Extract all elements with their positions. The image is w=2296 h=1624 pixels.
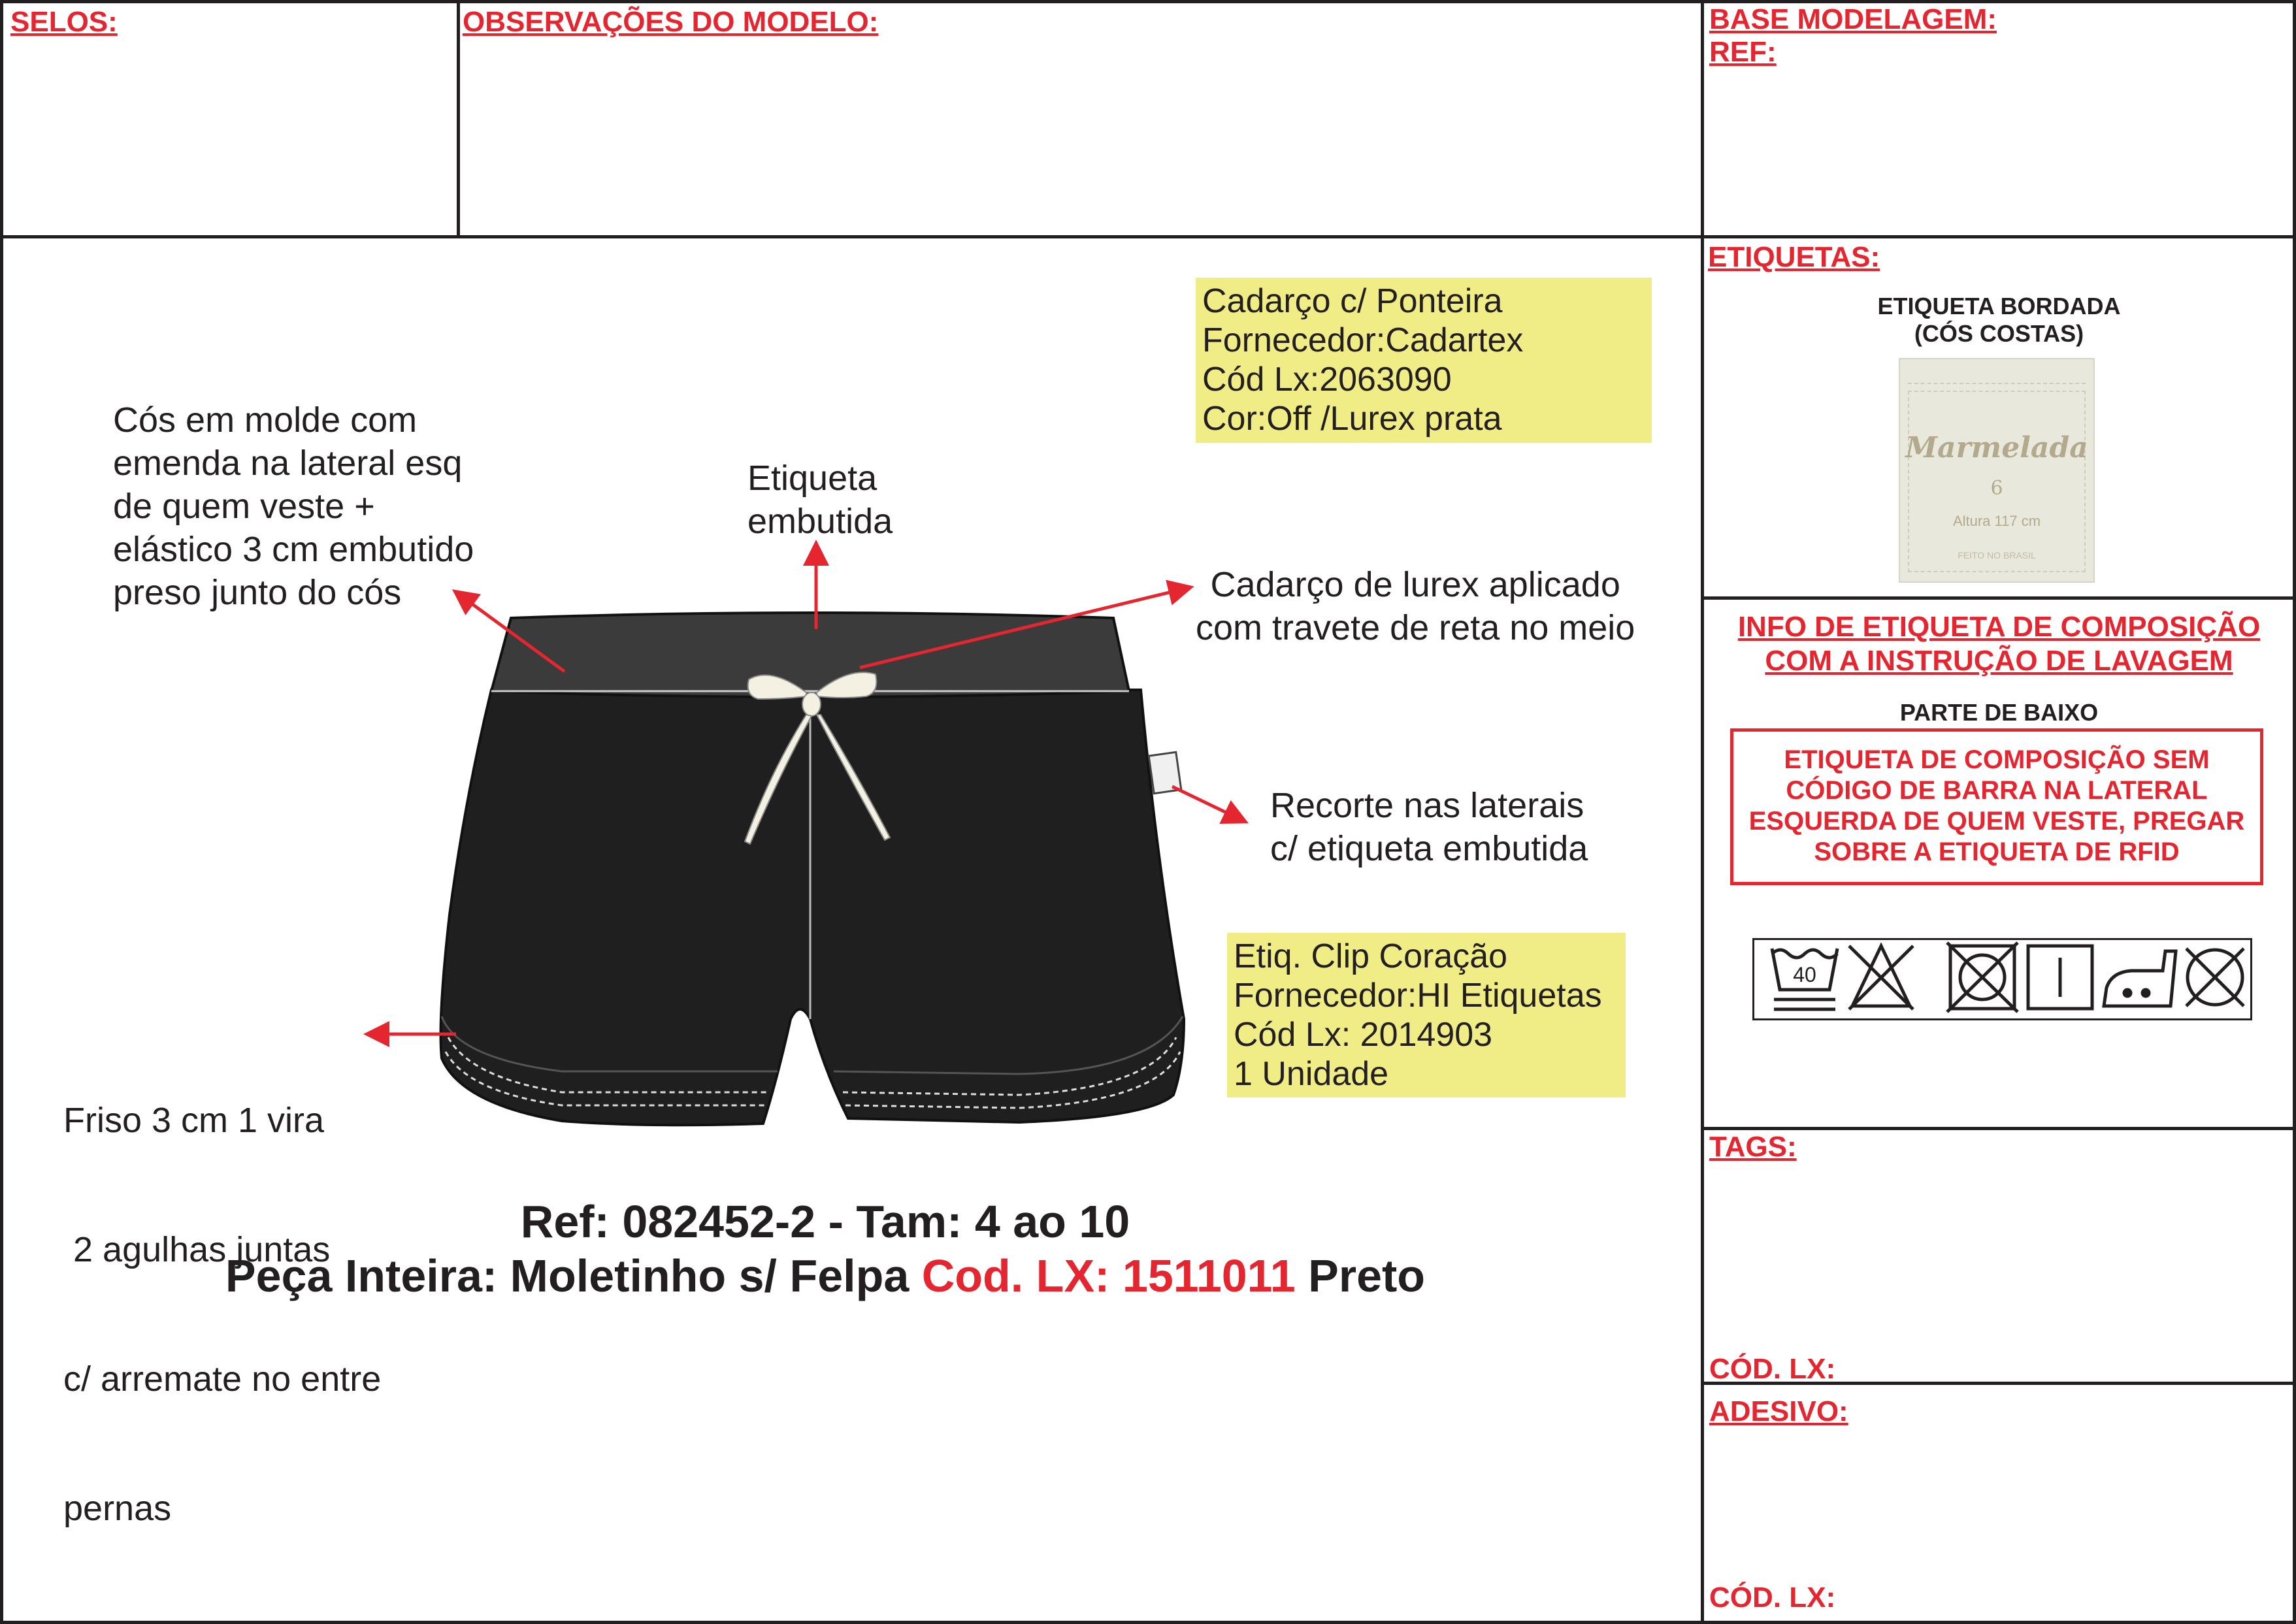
- note-etiqueta-embutida: [747, 457, 893, 543]
- cadarco-info-line: Fornecedor:Cadartex: [1202, 321, 1524, 359]
- info-header-line2: COM A INSTRUÇÃO DE LAVAGEM: [1765, 645, 2233, 677]
- border-bottom: [0, 1621, 2296, 1624]
- clip-info-box: [1227, 933, 1626, 1097]
- border-right: [2293, 0, 2296, 1624]
- note-line: Cós em molde com: [113, 400, 418, 440]
- observacoes-header: OBSERVAÇÕES DO MODELO:: [463, 6, 879, 38]
- note-line: pernas: [63, 1489, 172, 1528]
- selos-divider: [457, 0, 460, 236]
- note-line: elástico 3 cm embutido: [113, 530, 474, 569]
- border-left: [0, 0, 3, 1624]
- shorts-body: [441, 690, 1185, 1125]
- cadarco-info-line: Cor:Off /Lurex prata: [1202, 400, 1502, 438]
- cadarco-info-box: [1196, 278, 1652, 443]
- fabric-code: Cod. LX: 1511011: [921, 1250, 1296, 1301]
- composition-line: SOBRE A ETIQUETA DE RFID: [1814, 837, 2180, 866]
- drawstring: [745, 672, 890, 844]
- hem-seam-left: [448, 1037, 770, 1092]
- label-made-in: FEITO NO BRASIL: [1958, 550, 2036, 560]
- info-header-line1: INFO DE ETIQUETA DE COMPOSIÇÃO: [1737, 611, 2261, 643]
- header-divider: [0, 235, 2296, 238]
- cadarco-info-line: Cód Lx:2063090: [1202, 361, 1452, 398]
- selos-header: SELOS:: [10, 6, 118, 38]
- note-line: 2 agulhas juntas: [63, 1230, 331, 1269]
- hem-seam-left-2: [446, 1052, 766, 1105]
- hem-seam-right: [843, 1037, 1176, 1095]
- hem-seam-right-2: [845, 1052, 1180, 1108]
- clip-info-line: Cód Lx: 2014903: [1234, 1016, 1493, 1054]
- note-line: Etiqueta: [747, 459, 877, 498]
- note-line: com travete de reta no meio: [1196, 608, 1635, 647]
- note-line: c/ etiqueta embutida: [1270, 829, 1588, 868]
- tags-cod-lx: CÓD. LX:: [1709, 1353, 1836, 1385]
- clip-info-line: 1 Unidade: [1234, 1055, 1389, 1093]
- label-title-line1: ETIQUETA BORDADA: [1877, 293, 2121, 319]
- composition-line: ESQUERDA DE QUEM VESTE, PREGAR: [1748, 807, 2245, 836]
- base-modelagem-header: BASE MODELAGEM:: [1709, 3, 1997, 35]
- etiquetas-header: ETIQUETAS:: [1708, 241, 1880, 273]
- label-title-line2: (CÓS COSTAS): [1914, 320, 2084, 347]
- composition-instruction-box: [1730, 728, 2263, 885]
- note-cadarco-lurex: [1196, 563, 1635, 649]
- ref-line-1: Ref: 082452-2 - Tam: 4 ao 10: [520, 1196, 1130, 1247]
- note-line: preso junto do cós: [113, 573, 402, 612]
- note-line: c/ arremate no entre: [63, 1359, 382, 1399]
- woven-label: [1899, 358, 2095, 583]
- note-recorte: [1270, 784, 1588, 870]
- cadarco-info-line: Cadarço c/ Ponteira: [1202, 282, 1503, 320]
- composition-line: ETIQUETA DE COMPOSIÇÃO SEM: [1784, 745, 2210, 774]
- note-line: de quem veste +: [113, 487, 375, 526]
- arrow-recorte: [1172, 787, 1243, 820]
- tags-header: TAGS:: [1709, 1131, 1797, 1163]
- right-column-divider: [1701, 0, 1704, 1624]
- fabric-description: Peça Inteira: Moletinho s/ Felpa: [225, 1250, 922, 1301]
- waistband: [491, 613, 1129, 697]
- note-line: emenda na lateral esq: [113, 444, 463, 483]
- arrow-cadarco-lurex: [860, 588, 1188, 668]
- note-line: Friso 3 cm 1 vira: [63, 1101, 325, 1140]
- clip-info-line: Fornecedor:HI Etiquetas: [1234, 977, 1602, 1015]
- composition-part-label: PARTE DE BAIXO: [1899, 699, 2099, 726]
- side-clip-label: [1149, 752, 1181, 793]
- note-cos: [113, 398, 474, 614]
- note-line: Cadarço de lurex aplicado: [1210, 565, 1620, 604]
- adesivo-header: ADESIVO:: [1709, 1395, 1848, 1427]
- care-symbols-strip: [1752, 938, 2252, 1020]
- label-size: 6: [1990, 477, 2003, 500]
- note-line: Recorte nas laterais: [1270, 786, 1584, 825]
- etiquetas-divider: [1702, 596, 2296, 600]
- fabric-color: Preto: [1295, 1250, 1426, 1301]
- label-height: Altura 117 cm: [1952, 513, 2041, 529]
- label-brand: Marmelada: [1905, 431, 2088, 464]
- ref-header: REF:: [1709, 36, 1777, 68]
- note-line: embutida: [747, 502, 893, 541]
- clip-info-line: Etiq. Clip Coração: [1234, 937, 1508, 975]
- ref-line-2: [0, 1250, 1650, 1302]
- adesivo-cod-lx: CÓD. LX:: [1709, 1582, 1836, 1614]
- wash-temp-text: 40: [1793, 963, 1816, 986]
- composition-line: CÓDIGO DE BARRA NA LATERAL: [1786, 776, 2208, 805]
